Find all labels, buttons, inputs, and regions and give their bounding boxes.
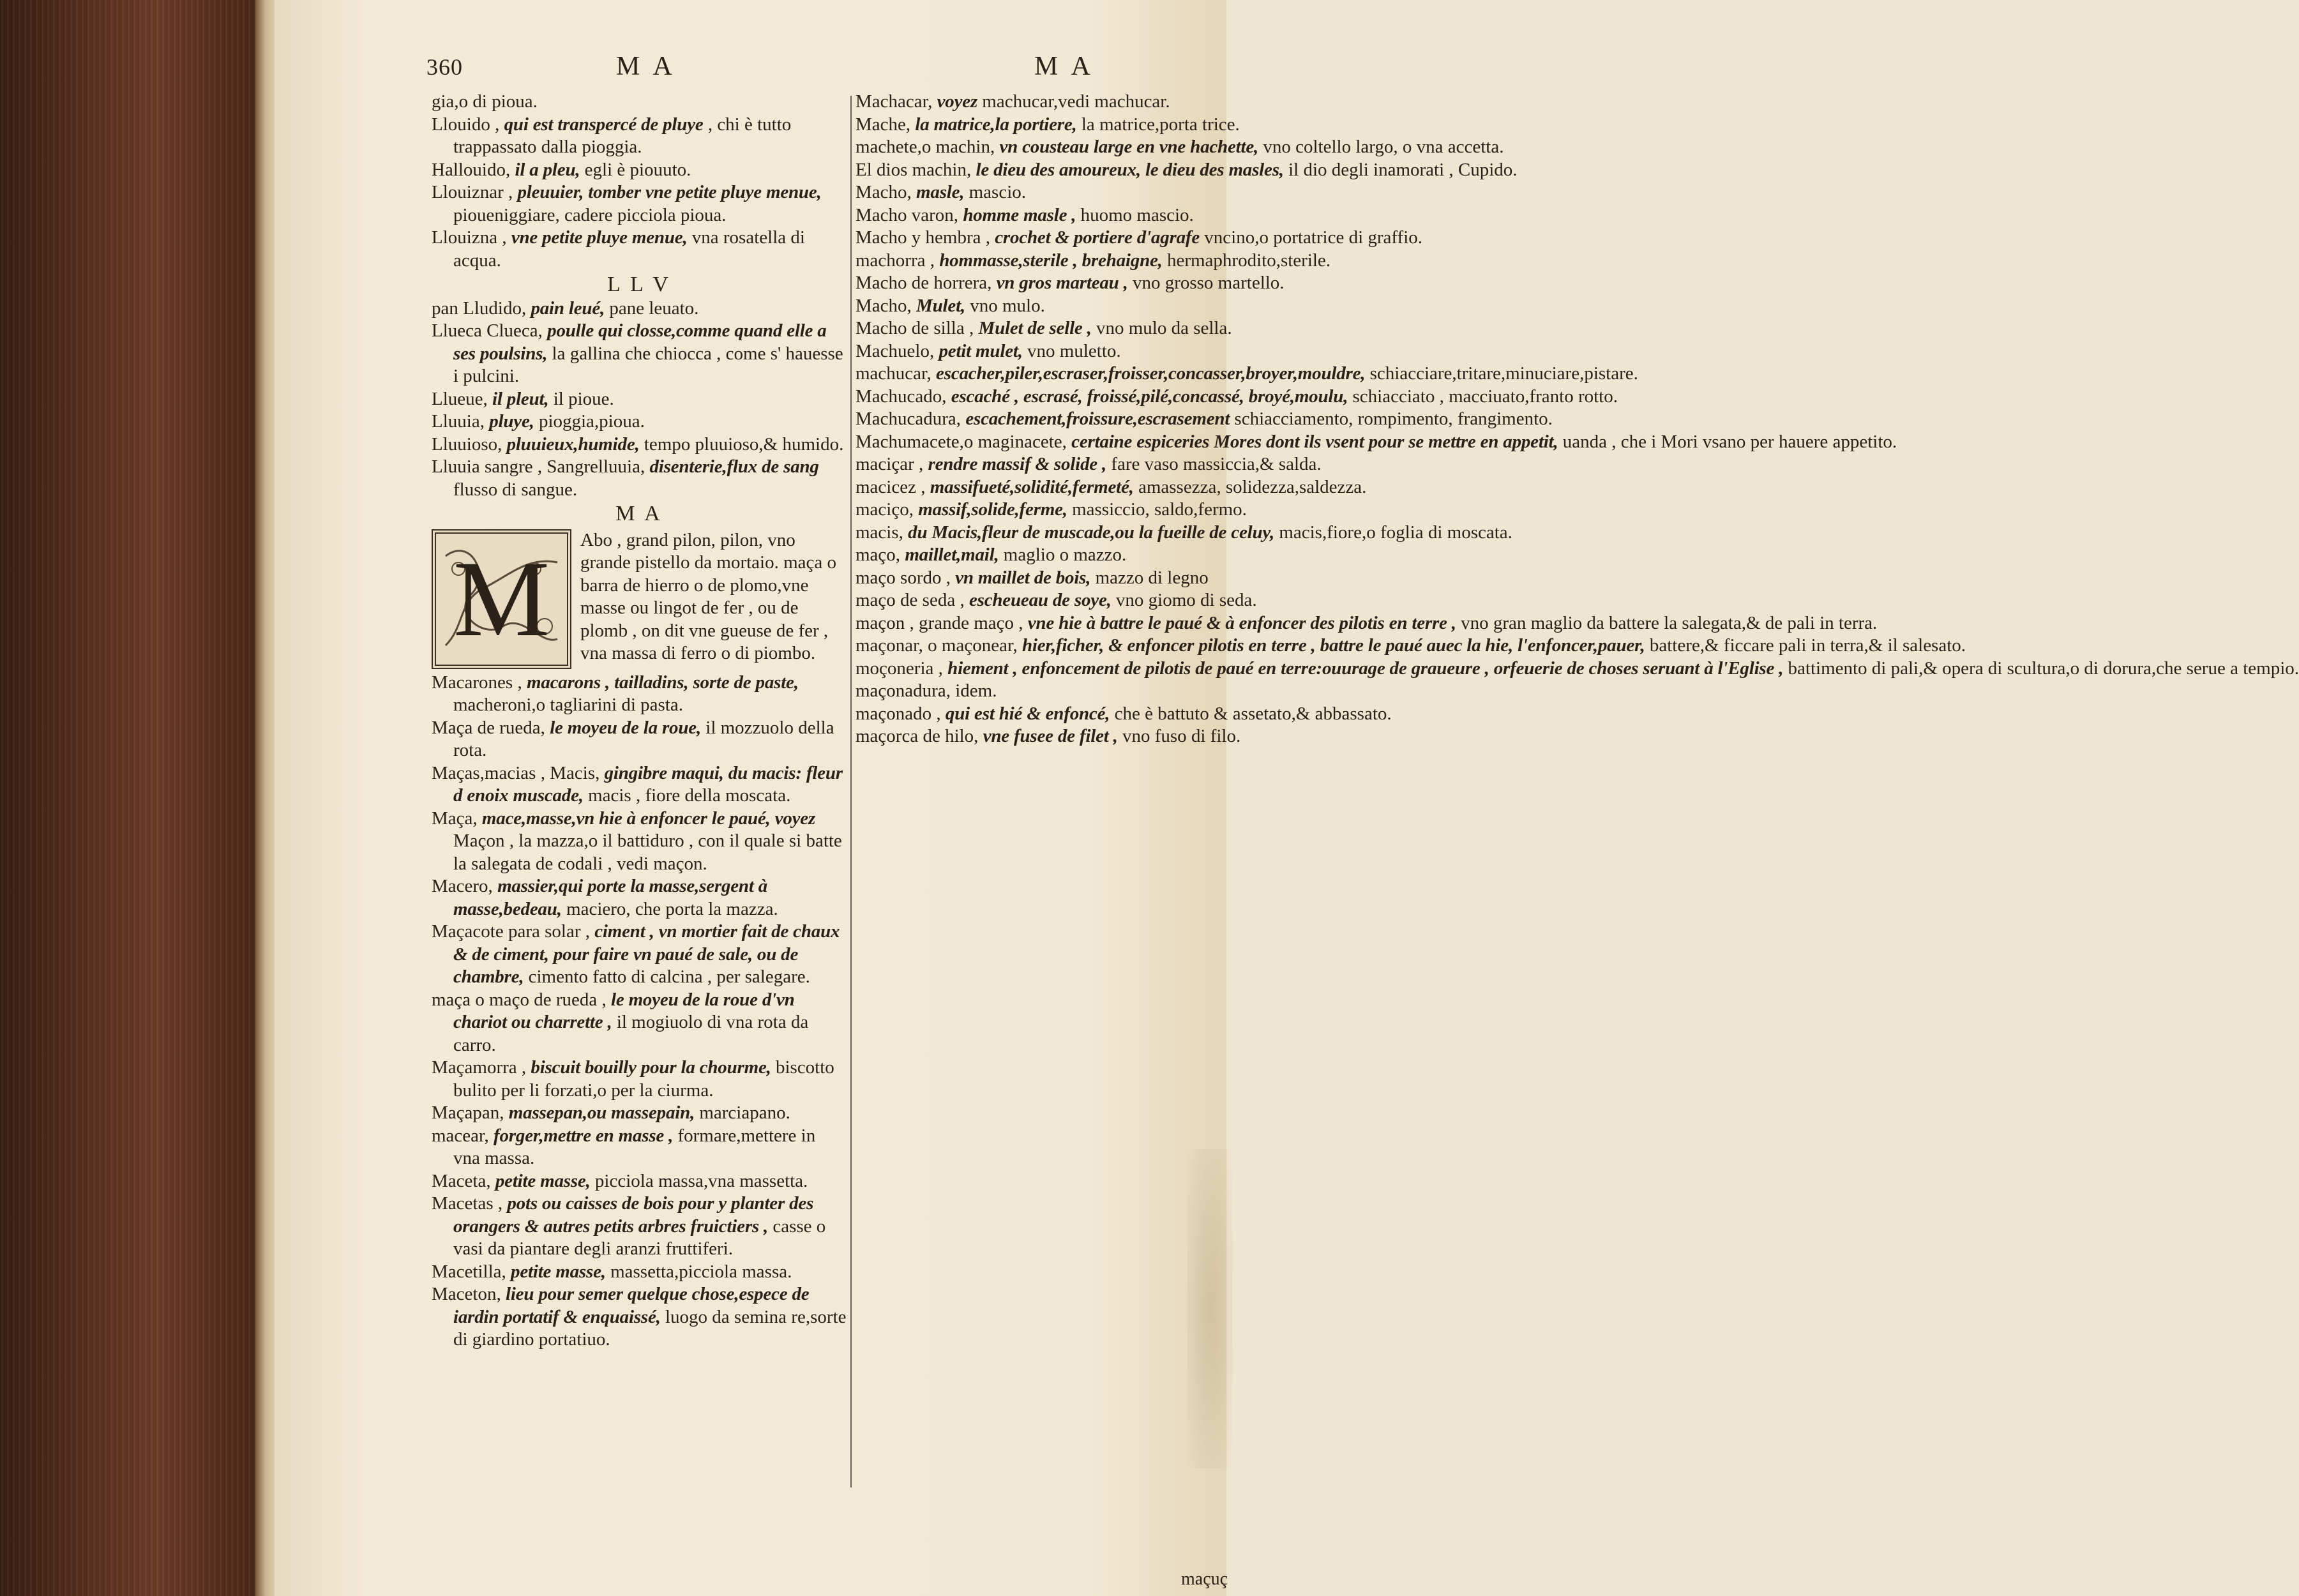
left-entry: [432, 1170, 847, 1193]
italian-gloss: gia,o di pioua.: [432, 91, 538, 112]
ornamental-initial: [432, 529, 571, 669]
left-entry: [432, 1057, 847, 1102]
french-gloss: Mulet de selle ,: [978, 318, 1092, 338]
page-stain: [1187, 1149, 1232, 1468]
headword: Maceta,: [432, 1170, 491, 1191]
headword: macicez ,: [856, 476, 926, 497]
headword: Machucadura,: [856, 409, 961, 429]
headword: Macetas ,: [432, 1193, 503, 1214]
french-gloss: le moyeu de la roue,: [550, 717, 702, 738]
italian-gloss: schiacciato , macciuato,franto rotto.: [1352, 386, 1618, 407]
right-entry: [856, 159, 1518, 182]
left-entry: [432, 989, 847, 1057]
headword: maciço,: [856, 499, 914, 520]
french-gloss: pots ou caisses de bois pour y planter des orangers & autres petits arbres fruictiers ,: [453, 1193, 814, 1237]
french-gloss: vn maillet de bois,: [955, 567, 1091, 588]
italian-gloss: la matrice,porta trice.: [1081, 114, 1240, 135]
french-gloss: qui est hié & enfoncé,: [945, 703, 1110, 724]
french-gloss: il a pleu,: [515, 159, 580, 180]
headword: Maça,: [432, 808, 478, 829]
right-entry: [856, 544, 1225, 567]
french-gloss: petit mulet,: [938, 340, 1023, 361]
italian-gloss: pioggia,pioua.: [538, 411, 645, 432]
italian-gloss: uanda , che i Mori vsano per hauere appetito.: [1562, 431, 1897, 452]
italian-gloss: luogo da semina re,sorte di giardino portatiuo.: [453, 1306, 847, 1350]
italian-gloss: vncino,o portatrice di graffio.: [1204, 227, 1423, 248]
left-entry: [432, 388, 847, 411]
french-gloss: hier,ficher, & enfoncer pilotis en terre , battre le paué auec la hie, l'enfoncer,pauer,: [1021, 635, 1645, 656]
headword: Lluuia,: [432, 411, 485, 432]
headword: Macho y hembra ,: [856, 227, 990, 248]
french-gloss: rendre massif & solide ,: [928, 454, 1107, 474]
right-entry: [856, 250, 1331, 273]
italian-gloss: machucar,vedi machucar.: [982, 91, 1170, 112]
italian-gloss: pane leuato.: [609, 297, 699, 319]
italian-gloss: vno coltello largo, o vna accetta.: [1263, 137, 1504, 157]
right-entry: [856, 589, 1257, 612]
headword: Lluuioso,: [432, 433, 502, 455]
right-entry: [856, 272, 1285, 295]
headword: machete,o machin,: [856, 137, 995, 157]
french-gloss: du Macis,fleur de muscade,ou la fueille de celuy,: [908, 522, 1275, 543]
headword: maço,: [856, 545, 901, 565]
left-entry: [432, 181, 847, 227]
right-entry: [856, 612, 1878, 635]
initial-block-text: Abo , grand pilon, pilon, vno grande pistello da mortaio. maça o barra de hierro o de plomo,vne masse ou lingot de fer , ou de plomb , on dit vne gueuse de fer , vna massa di ferro o di piombo.: [580, 529, 837, 663]
italian-gloss: mazzo di legno: [1095, 567, 1209, 588]
french-gloss: vne hie à battre le paué & à enfoncer des pilotis en terre ,: [1027, 612, 1456, 633]
italian-gloss: maciero, che porta la mazza.: [566, 898, 778, 919]
french-gloss: massifueté,solidité,fermeté,: [930, 476, 1134, 497]
headword: machorra ,: [856, 250, 935, 271]
decorated-initial-block: [432, 529, 847, 669]
italian-gloss: schiacciamento, rompimento, frangimento.: [1234, 409, 1553, 429]
right-entry: [856, 340, 1225, 363]
headword: Llouiznar ,: [432, 182, 513, 202]
italian-gloss: amassezza, solidezza,saldezza.: [1138, 476, 1367, 497]
headword: Mache,: [856, 114, 911, 135]
italian-gloss: fare vaso massiccia,& salda.: [1111, 454, 1322, 474]
right-entry: [856, 725, 1241, 748]
italian-gloss: battimento di pali,& opera di scultura,o di dorura,che serue a tempio.: [1788, 658, 2299, 679]
italian-gloss: vno mulo.: [970, 295, 1045, 316]
left-entry: [432, 320, 847, 388]
headword: Macero,: [432, 876, 493, 896]
italian-gloss: vno mulo da sella.: [1096, 318, 1232, 338]
french-gloss: qui est transpercé de pluye: [504, 114, 704, 135]
italian-gloss: macis,fiore,o foglia di moscata.: [1279, 522, 1512, 543]
italian-gloss: huomo mascio.: [1080, 204, 1194, 225]
left-entry: [432, 1125, 847, 1170]
french-gloss: petite masse,: [511, 1261, 606, 1282]
headword: El dios machin,: [856, 159, 972, 180]
left-entry: [432, 672, 847, 717]
french-gloss: disenterie,flux de sang: [649, 456, 819, 477]
italian-gloss: maglio o mazzo.: [1003, 545, 1127, 565]
headword: Macho,: [856, 182, 912, 202]
headword: moçoneria ,: [856, 658, 943, 679]
headword: Llouido ,: [432, 114, 500, 135]
headword: Machumacete,o maginacete,: [856, 431, 1067, 452]
left-entry: [432, 717, 847, 762]
headword: pan Lludido,: [432, 297, 527, 319]
headword: maço de seda ,: [856, 590, 965, 610]
french-gloss: hommasse,sterile , brehaigne,: [939, 250, 1163, 271]
french-gloss: le moyeu de la roue d'vn chariot ou charrette ,: [453, 989, 795, 1032]
headword: Macetilla,: [432, 1261, 506, 1282]
headword: Maçapan,: [432, 1103, 504, 1123]
french-gloss: pleuuier, tomber vne petite pluye menue,: [517, 182, 822, 202]
right-entry: [856, 680, 1225, 703]
italian-gloss: il dio degli inamorati , Cupido.: [1288, 159, 1518, 180]
italian-gloss: formare,mettere in vna massa.: [453, 1125, 816, 1168]
headword: Maçacote para solar ,: [432, 921, 590, 942]
page-number: 360: [426, 54, 463, 80]
italian-gloss: macheroni,o tagliarini di pasta.: [453, 695, 683, 715]
left-entry: [432, 808, 847, 876]
french-gloss: il pleut,: [492, 388, 549, 409]
headword: Llueca Clueca,: [432, 320, 543, 341]
french-gloss: crochet & portiere d'agrafe: [995, 227, 1200, 248]
french-gloss: escacher,piler,escraser,froisser,concasser,broyer,mouldre,: [936, 363, 1366, 384]
french-gloss: massier,qui porte la masse,sergent à masse,bedeau,: [453, 876, 768, 919]
french-gloss: escachement,froissure,escrasement: [965, 409, 1230, 429]
italian-gloss: che è battuto & assetato,& abbassato.: [1114, 703, 1392, 724]
italian-gloss: massiccio, saldo,fermo.: [1072, 499, 1247, 520]
italian-gloss: il mozzuolo della rota.: [453, 717, 834, 760]
left-column: [432, 91, 847, 1351]
french-gloss: voyez: [937, 91, 978, 112]
italian-gloss: pioueniggiare, cadere picciola pioua.: [453, 204, 727, 225]
headword: Machuelo,: [856, 340, 935, 361]
french-gloss: mace,masse,vn hie à enfoncer le paué, voyez: [481, 808, 816, 829]
italian-gloss: egli è piouuto.: [584, 159, 691, 180]
headword: maçonado ,: [856, 703, 941, 724]
right-entry: [856, 408, 1553, 431]
right-entry: [856, 295, 1225, 318]
french-gloss: gingibre maqui, du macis: fleur d enoix muscade,: [453, 762, 843, 806]
left-entry: [432, 159, 847, 182]
section-heading: M A: [615, 502, 663, 525]
french-gloss: vne fusee de filet ,: [983, 726, 1118, 746]
italian-gloss: Maçon , la mazza,o il battiduro , con il quale si batte la salegata de codali , vedi maçon.: [453, 831, 842, 874]
italian-gloss: il pioue.: [553, 388, 614, 409]
left-entry: [432, 1283, 847, 1351]
headword: maçonadura,: [856, 681, 951, 701]
right-entry: [856, 204, 1225, 227]
left-entry: [432, 921, 847, 989]
italian-gloss: mascio.: [969, 182, 1027, 202]
headword: Macho varon,: [856, 204, 959, 225]
french-gloss: pain leué,: [531, 297, 605, 319]
italian-gloss: vno gran maglio da battere la salegata,& de pali in terra.: [1461, 612, 1878, 633]
french-gloss: petite masse,: [495, 1170, 591, 1191]
italian-gloss: marciapano.: [699, 1103, 790, 1123]
french-gloss: macarons , tailladins, sorte de paste,: [526, 672, 799, 693]
headword: Maceton,: [432, 1284, 501, 1304]
right-entry: [856, 114, 1240, 137]
right-entry: [856, 317, 1232, 340]
right-entry: [856, 476, 1367, 499]
headword: Maça de rueda,: [432, 717, 545, 738]
left-entry: [432, 433, 847, 456]
headword: maciçar ,: [856, 454, 924, 474]
left-entry: [432, 410, 847, 433]
headword: maçon , grande maço ,: [856, 612, 1023, 633]
headword: machucar,: [856, 363, 931, 384]
right-entry: [856, 567, 1225, 590]
left-entry: [432, 762, 847, 808]
italian-gloss: schiacciare,tritare,minuciare,pistare.: [1369, 363, 1638, 384]
french-gloss: pluuieux,humide,: [506, 433, 640, 455]
right-entry: [856, 386, 1618, 409]
right-entry: [856, 635, 1966, 658]
french-gloss: maillet,mail,: [905, 545, 999, 565]
headword: Macho de silla ,: [856, 318, 974, 338]
headword: maçonar, o maçonear,: [856, 635, 1018, 656]
italian-gloss: casse o vasi da piantare degli aranzi fruttiferi.: [453, 1216, 826, 1259]
french-gloss: escaché , escrasé, froissé,pilé,concassé, broyé,moulu,: [951, 386, 1348, 407]
italian-gloss: massetta,picciola massa.: [610, 1261, 792, 1282]
italian-gloss: la gallina che chiocca , come s' hauesse i pulcini.: [453, 343, 843, 386]
french-gloss: vn gros marteau ,: [996, 273, 1128, 293]
french-gloss: masle,: [916, 182, 965, 202]
headword: Macho,: [856, 295, 912, 316]
running-head-right: M A: [1034, 52, 1094, 81]
column-rule: [850, 96, 852, 1487]
headword: maçorca de hilo,: [856, 726, 979, 746]
italian-gloss: cimento fatto di calcina , per salegare.: [528, 967, 810, 987]
french-gloss: hiement , enfoncement de pilotis de paué en terre:ouurage de graueure , orfeuerie de choses seruant à l'Eglise ,: [947, 658, 1784, 679]
french-gloss: escheueau de soye,: [969, 590, 1112, 610]
headword: Maçamorra ,: [432, 1057, 527, 1078]
headword: macear,: [432, 1125, 489, 1146]
italian-gloss: battere,& ficcare pali in terra,& il salesato.: [1649, 635, 1966, 656]
right-entry: [856, 181, 1225, 204]
french-gloss: lieu pour semer quelque chose,espece de iardin portatif & enquaissé,: [453, 1284, 810, 1327]
right-column: [856, 91, 2299, 748]
headword: Maças,macias , Macis,: [432, 762, 600, 783]
right-entry: [856, 522, 1512, 545]
french-gloss: la matrice,la portiere,: [915, 114, 1077, 135]
headword: macis,: [856, 522, 903, 543]
running-head-left: M A: [616, 52, 676, 81]
left-entry: [432, 456, 847, 501]
french-gloss: vn cousteau large en vne hachette,: [999, 137, 1259, 157]
italian-gloss: , chi è tutto trappassato dalla pioggia.: [453, 114, 792, 157]
french-gloss: poulle qui closse,comme quand elle a ses poulsins,: [453, 320, 827, 364]
italian-gloss: vno grosso martello.: [1132, 273, 1285, 293]
section-heading: L L V: [607, 273, 671, 296]
headword: Llouizna ,: [432, 227, 507, 248]
right-entry: [856, 363, 1638, 386]
italian-gloss: vno giomo di seda.: [1115, 590, 1257, 610]
headword: maço sordo ,: [856, 567, 951, 588]
headword: Macho de horrera,: [856, 273, 992, 293]
right-entry: [856, 703, 1392, 726]
french-gloss: pluye,: [489, 411, 534, 432]
book-binding: [0, 0, 262, 1596]
right-entry: [856, 91, 1225, 114]
italian-gloss: picciola massa,vna massetta.: [594, 1170, 808, 1191]
italian-gloss: flusso di sangue.: [453, 479, 578, 500]
left-entry: [432, 1102, 847, 1125]
catchword: maçuç: [1181, 1569, 1228, 1589]
italian-gloss: vno muletto.: [1027, 340, 1121, 361]
french-gloss: forger,mettre en masse ,: [494, 1125, 674, 1146]
right-entry: [856, 658, 2299, 681]
headword: Lluuia sangre , Sangrelluuia,: [432, 456, 645, 477]
italian-gloss: vna rosatella di acqua.: [453, 227, 805, 271]
left-entry: [432, 1193, 847, 1261]
headword: Macarones ,: [432, 672, 522, 693]
left-entry: [432, 91, 847, 114]
italian-gloss: macis , fiore della moscata.: [588, 785, 791, 806]
headword: Hallouido,: [432, 159, 511, 180]
french-gloss: homme masle ,: [963, 204, 1076, 225]
italian-gloss: vno fuso di filo.: [1122, 726, 1241, 746]
headword: Llueue,: [432, 388, 488, 409]
french-gloss: vne petite pluye menue,: [511, 227, 688, 248]
right-entry: [856, 227, 1423, 250]
italian-gloss: tempo pluuioso,& humido.: [644, 433, 844, 455]
left-entry: [432, 1261, 847, 1284]
right-entry: [856, 499, 1247, 522]
left-entry: [432, 875, 847, 921]
french-gloss: ciment , vn mortier fait de chaux & de ciment, pour faire vn paué de sale, ou de chambre,: [453, 921, 840, 987]
left-entry: [432, 227, 847, 272]
french-gloss: le dieu des amoureux, le dieu des masles,: [976, 159, 1284, 180]
right-entry: [856, 136, 1504, 159]
initial-letter: M: [453, 539, 550, 659]
headword: maça o maço de rueda ,: [432, 989, 607, 1010]
italian-gloss: il mogiuolo di vna rota da carro.: [453, 1012, 809, 1055]
french-gloss: massepan,ou massepain,: [508, 1103, 695, 1123]
right-entry: [856, 453, 1322, 476]
headword: Machacar,: [856, 91, 933, 112]
left-entry: [432, 297, 847, 320]
left-entry: [432, 114, 847, 159]
right-entry: [856, 431, 1897, 454]
french-gloss: Mulet,: [916, 295, 965, 316]
headword: Machucado,: [856, 386, 947, 407]
italian-gloss: hermaphrodito,sterile.: [1166, 250, 1331, 271]
italian-gloss: idem.: [955, 681, 997, 701]
french-gloss: certaine espiceries Mores dont ils vsent pour se mettre en appetit,: [1071, 431, 1558, 452]
italian-gloss: biscotto bulito per li forzati,o per la ciurma.: [453, 1057, 834, 1101]
french-gloss: biscuit bouilly pour la chourme,: [531, 1057, 771, 1078]
french-gloss: massif,solide,ferme,: [918, 499, 1067, 520]
